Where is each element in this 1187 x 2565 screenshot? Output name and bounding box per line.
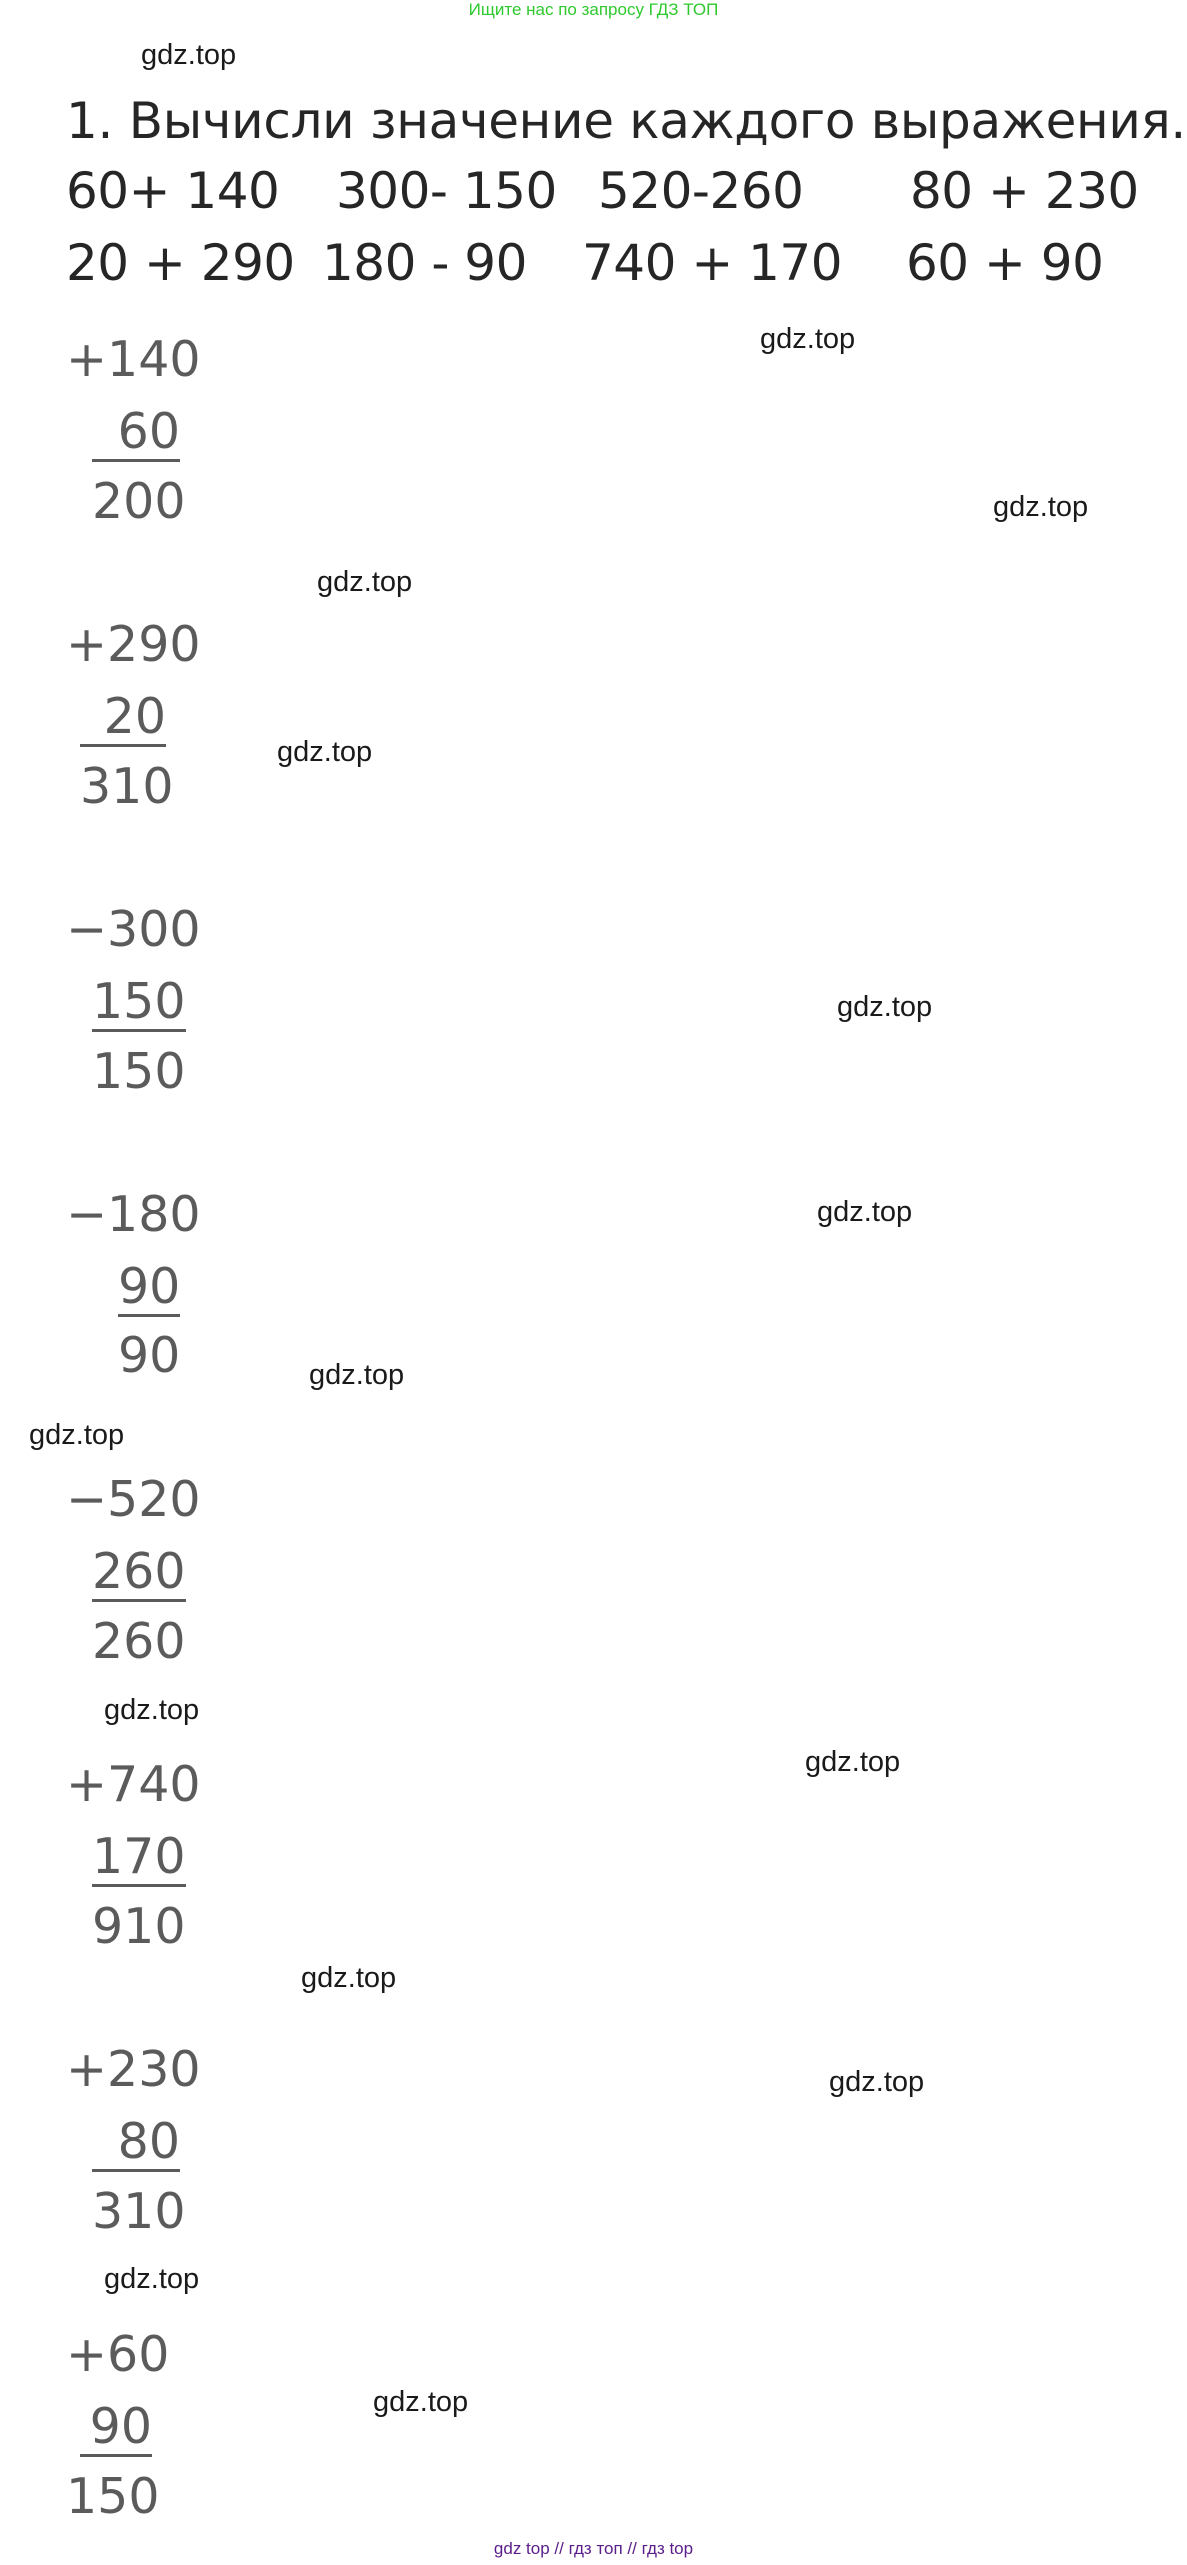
calc-4-top: −180 — [66, 1186, 201, 1243]
expression-1: 60+ 140 — [66, 162, 280, 220]
calc-4-middle: 90 — [118, 1258, 181, 1315]
calc-5-middle: 260 — [92, 1543, 186, 1600]
watermark: gdz.top — [817, 1196, 913, 1228]
calc-2-top: +290 — [66, 616, 201, 673]
calc-5-top: −520 — [66, 1471, 201, 1528]
task-title: 1. Вычисли значение каждого выражения. — [66, 92, 1186, 150]
watermark: gdz.top — [760, 323, 856, 355]
calc-8-top: +60 — [66, 2326, 170, 2383]
calc-4-result: 90 — [118, 1327, 181, 1384]
watermark: gdz.top — [829, 2066, 925, 2098]
calc-6-result: 910 — [92, 1898, 186, 1955]
watermark: gdz.top — [104, 1694, 200, 1726]
top-banner: Ищите нас по запросу ГДЗ ТОП — [468, 0, 719, 19]
footer: gdz top // гдз топ // гдз top — [493, 2539, 694, 2558]
expression-3: 520-260 — [598, 162, 804, 220]
calc-3-top: −300 — [66, 901, 201, 958]
calc-2-result: 310 — [80, 758, 174, 815]
watermark: gdz.top — [805, 1746, 901, 1778]
calc-7-result: 310 — [92, 2183, 186, 2240]
watermark: gdz.top — [29, 1419, 125, 1451]
expression-7: 740 + 170 — [582, 234, 843, 292]
watermark: gdz.top — [837, 991, 933, 1023]
calc-1-middle: 60 — [92, 405, 180, 462]
calc-3-result: 150 — [92, 1043, 186, 1100]
watermark: gdz.top — [993, 491, 1089, 523]
calc-3-middle: 150 — [92, 973, 186, 1030]
expression-8: 60 + 90 — [906, 234, 1104, 292]
watermark: gdz.top — [301, 1962, 397, 1994]
calc-8-result: 150 — [66, 2468, 160, 2525]
watermark: gdz.top — [317, 566, 413, 598]
expression-5: 20 + 290 — [66, 234, 295, 292]
calc-6-top: +740 — [66, 1756, 201, 1813]
calc-1-result: 200 — [92, 473, 186, 530]
expression-2: 300- 150 — [336, 162, 557, 220]
watermark: gdz.top — [277, 736, 373, 768]
watermark: gdz.top — [309, 1359, 405, 1391]
watermark: gdz.top — [141, 39, 237, 71]
calc-2-middle: 20 — [80, 690, 166, 747]
watermark: gdz.top — [373, 2386, 469, 2418]
expression-6: 180 - 90 — [322, 234, 527, 292]
expression-4: 80 + 230 — [910, 162, 1139, 220]
calc-7-middle: 80 — [92, 2115, 180, 2172]
watermark: gdz.top — [104, 2263, 200, 2295]
calc-7-top: +230 — [66, 2041, 201, 2098]
calc-8-middle: 90 — [80, 2400, 152, 2457]
calc-1-top: +140 — [66, 331, 201, 388]
calc-6-middle: 170 — [92, 1828, 186, 1885]
calc-5-result: 260 — [92, 1613, 186, 1670]
